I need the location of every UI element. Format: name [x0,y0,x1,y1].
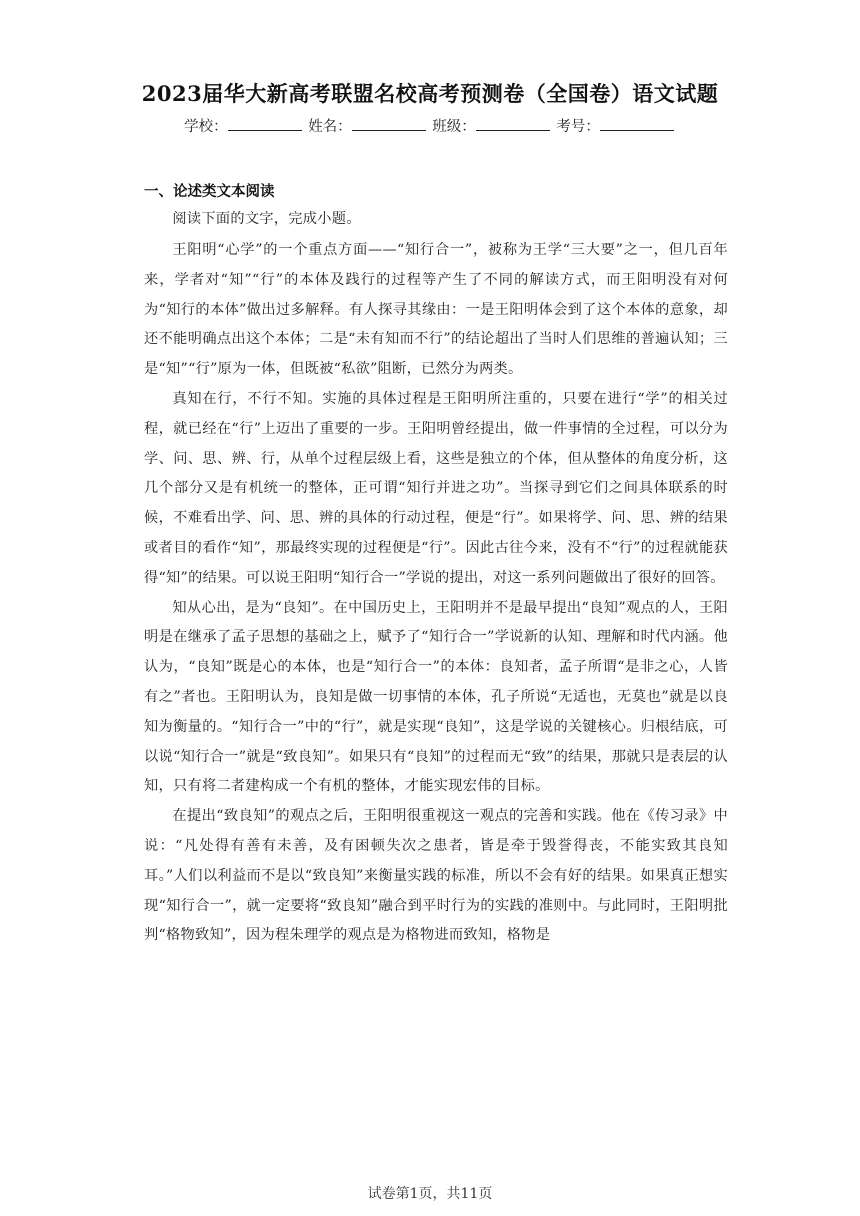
name-blank[interactable] [352,117,426,131]
reading-passage [144,206,728,951]
exam-number-label: 考号： [556,119,600,135]
paragraph-2: 真知在行，不行不知。实施的具体过程是王阳明所注重的，只要在进行“学”的相关过程，就已经在“行”上迈出了重要的一步。王阳明曾经提出，做一件事情的全过程，可以分为学、问、思、辨、行，从单个过程层级上看，这些是独立的个体，但从整体的角度分析，这几个部分又是有机统一的整体，正可谓“知行并进之功”。当探寻到它们之间具体联系的时候，不难看出学、问、思、辨的具体的行动过程，便是“行”。如果将学、问、思、辨的结果或者目的看作“知”，那最终实现的过程便是“行”。因此古往今来，没有不“行”的过程就能获得“知”的结果。可以说王阳明“知行合一”学说的提出，对这一系列问题做出了很好的回答。 [144,390,728,586]
paragraph-3: 知从心出，是为“良知”。在中国历史上，王阳明并不是最早提出“良知”观点的人，王阳明是在继承了孟子思想的基础之上，赋予了“知行合一”学说新的认知、理解和时代内涵。他认为，“良知”既是心的本体，也是“知行合一”的本体：良知者，孟子所谓“是非之心，人皆有之”者也。王阳明认为，良知是做一切事情的本体，孔子所说“无适也，无莫也”就是以良知为衡量的。“知行合一”中的“行”，就是实现“良知”，这是学说的关键核心。归根结底，可以说“知行合一”就是“致良知”。如果只有“良知”的过程而无“致”的结果，那就只是表层的认知，只有将二者建构成一个有机的整体，才能实现宏伟的目标。 [144,599,728,795]
student-info-line [0,115,860,136]
school-label: 学校： [184,119,228,135]
section-heading: 一、论述类文本阅读 [144,183,275,200]
exam-title: 2023届华大新高考联盟名校高考预测卷（全国卷）语文试题 [141,81,719,106]
school-blank[interactable] [228,117,302,131]
exam-number-blank[interactable] [600,117,674,131]
paragraph-4: 在提出“致良知”的观点之后，王阳明很重视这一观点的完善和实践。他在《传习录》中说：“凡处得有善有未善，及有困顿失次之患者，皆是牵于毁誉得丧，不能实致其良知耳。”人们以利益而不是以“致良知”来衡量实践的标准，所以不会有好的结果。如果真正想实现“知行合一”，就一定要将“致良知”融合到平时行为的实践的准则中。与此同时，王阳明批判“格物致知”，因为程朱理学的观点是为格物进而致知，格物是 [144,808,728,944]
class-label: 班级： [432,119,476,135]
instruction: 阅读下面的文字，完成小题。 [172,211,361,227]
name-label: 姓名： [308,119,352,135]
paragraph-1: 王阳明“心学”的一个重点方面——“知行合一”，被称为王学“三大要”之一，但几百年来，学者对“知”“行”的本体及践行的过程等产生了不同的解读方式，而王阳明没有对何为“知行的本体”做出过多解释。有人探寻其缘由：一是王阳明体会到了这个本体的意象，却还不能明确点出这个本体；二是“未有知而不行”的结论超出了当时人们思维的普遍认知；三是“知”“行”原为一体，但既被“私欲”阻断，已然分为两类。 [144,242,728,378]
page-footer: 试卷第1页，共11页 [367,1186,493,1202]
class-blank[interactable] [476,117,550,131]
